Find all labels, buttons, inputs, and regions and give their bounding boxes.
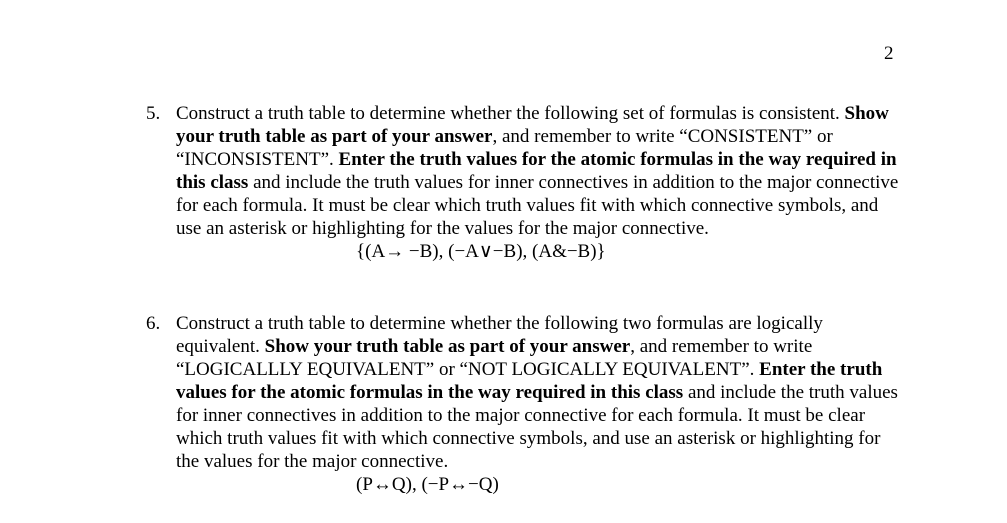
instruction-bold-text: Show your truth table as part of your answer	[176, 103, 889, 147]
question-5	[146, 102, 906, 263]
instruction-bold-text: Enter the truth values for the atomic formulas in the way required in this class	[176, 149, 897, 193]
instruction-text: and include the truth values for inner connectives in addition to the major connective for each formula. It must be clear which truth values fit with which connective symbols, and use an asterisk or highlighting for the values for the major connective.	[176, 172, 899, 239]
question-text	[176, 312, 906, 473]
instruction-bold-text: Enter the truth values for the atomic formulas in the way required in this class	[176, 359, 883, 403]
instruction-text: Construct a truth table to determine whether the following set of formulas is consistent.	[176, 103, 845, 124]
formula-pair: (P↔Q), (−P↔−Q)	[356, 474, 499, 495]
question-text	[176, 102, 906, 240]
instruction-bold-text: Show your truth table as part of your answer	[264, 336, 631, 357]
instruction-text: Construct a truth table to determine whether the following two formulas are logically equivalent.	[176, 313, 823, 357]
instruction-text: , and remember to write “CONSISTENT” or “INCONSISTENT”.	[176, 126, 833, 170]
question-number: 6.	[146, 313, 161, 334]
instruction-text: , and remember to write “LOGICALLLY EQUIVALENT” or “NOT LOGICALLY EQUIVALENT”.	[176, 336, 813, 380]
instruction-text: and include the truth values for inner connectives in addition to the major connective for each formula. It must be clear which truth values fit with which connective symbols, and use an asterisk or highlighting for the values for the major connective.	[176, 382, 898, 472]
question-6	[146, 312, 906, 496]
formula-set: {(A→ −B), (−A∨−B), (A&−B)}	[356, 241, 606, 262]
question-number: 5.	[146, 103, 161, 124]
page-number: 2	[884, 43, 894, 64]
